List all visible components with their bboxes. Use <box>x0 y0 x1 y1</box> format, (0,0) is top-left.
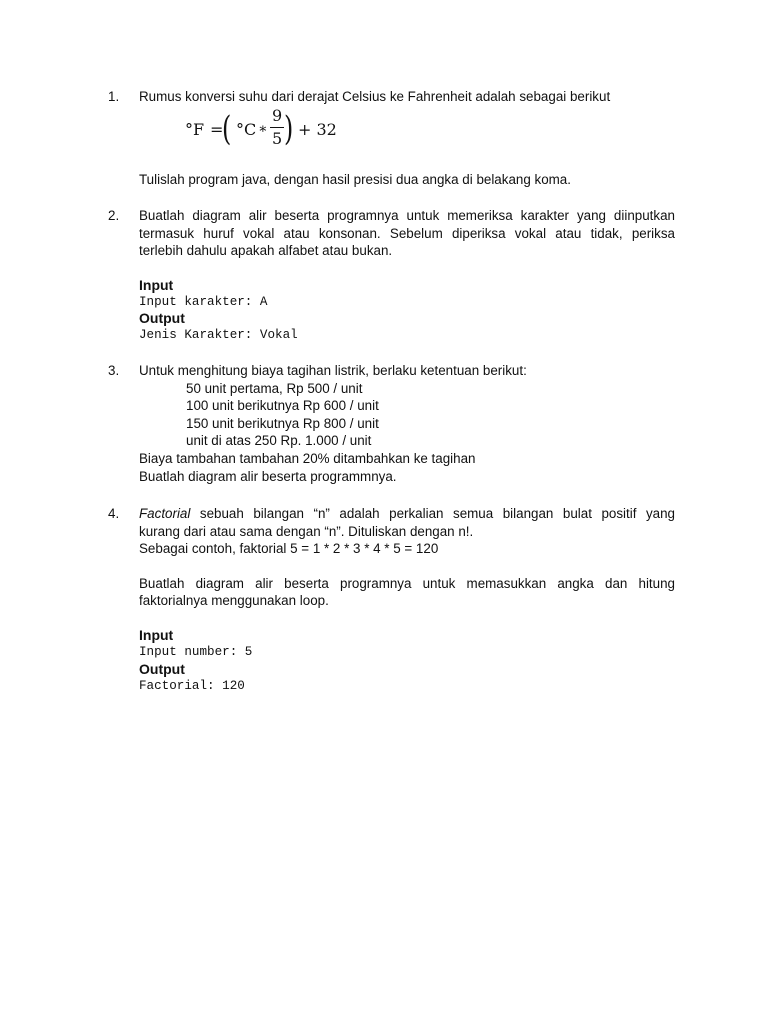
factorial-term: Factorial <box>139 506 191 521</box>
input-heading: Input <box>139 626 174 643</box>
task-line: Buatlah diagram alir beserta programnya untuk memasukkan angka dan hitung <box>139 575 675 591</box>
output-heading: Output <box>139 310 185 327</box>
task-line: faktorialnya menggunakan loop. <box>139 593 329 609</box>
question-body <box>139 505 675 694</box>
question-body <box>139 207 675 344</box>
output-example: Factorial: 120 <box>139 678 245 693</box>
input-heading: Input <box>139 276 174 293</box>
question-line-rest: sebuah bilangan “n” adalah perkalian semua bilangan bulat positif yang <box>190 506 675 521</box>
question-instruction: Tulislah program java, dengan hasil presisi dua angka di belakang koma. <box>139 172 571 187</box>
question-intro: Untuk menghitung biaya tagihan listrik, berlaku ketentuan berikut: <box>139 363 527 378</box>
question-line: kurang dari atau sama dengan “n”. Dituliskan dengan n!. <box>139 523 474 539</box>
formula-open-paren: ( <box>221 109 232 149</box>
question-number: 2. <box>108 208 120 223</box>
question-line: termasuk huruf vokal atau konsonan. Sebelum diperiksa vokal atau tidak, periksa <box>139 225 675 241</box>
formula-celsius: °C <box>236 120 257 139</box>
question-number: 3. <box>108 363 120 378</box>
output-example: Jenis Karakter: Vokal <box>139 328 298 343</box>
surcharge-text: Biaya tambahan tambahan 20% ditambahkan ke tagihan <box>139 450 476 466</box>
question-line: terlebih dahulu apakah alfabet atau bukan. <box>139 243 393 259</box>
factorial-example: Sebagai contoh, faktorial 5 = 1 * 2 * 3 * 4 * 5 = 120 <box>139 541 439 557</box>
question-body <box>139 362 675 485</box>
fraction-bar <box>270 127 284 128</box>
question-body <box>139 88 675 187</box>
question-line: Buatlah diagram alir beserta programnya untuk memeriksa karakter yang diinputkan <box>139 208 675 223</box>
formula-denominator: 5 <box>272 129 283 148</box>
tariff-rule: 50 unit pertama, Rp 500 / unit <box>186 380 363 396</box>
input-example: Input karakter: A <box>139 294 268 309</box>
tariff-rule: 150 unit berikutnya Rp 800 / unit <box>186 415 379 431</box>
formula-lhs: °F <box>185 120 205 139</box>
formula-plus-constant: + 32 <box>298 120 337 139</box>
question-text: Rumus konversi suhu dari derajat Celsius ke Fahrenheit adalah sebagai berikut <box>139 89 611 104</box>
input-example: Input number: 5 <box>139 644 253 659</box>
formula-close-paren: ) <box>283 109 294 149</box>
formula-times: ∗ <box>258 121 268 137</box>
formula-numerator: 9 <box>272 106 283 125</box>
question-instruction: Buatlah diagram alir beserta programmnya. <box>139 468 397 484</box>
output-heading: Output <box>139 660 185 677</box>
question-line <box>139 505 675 523</box>
tariff-rule: 100 unit berikutnya Rp 600 / unit <box>186 398 379 414</box>
question-number: 4. <box>108 506 120 521</box>
formula-equals: = <box>210 120 224 139</box>
question-number: 1. <box>108 89 120 104</box>
tariff-rule: unit di atas 250 Rp. 1.000 / unit <box>186 433 372 449</box>
fahrenheit-formula <box>185 106 345 154</box>
